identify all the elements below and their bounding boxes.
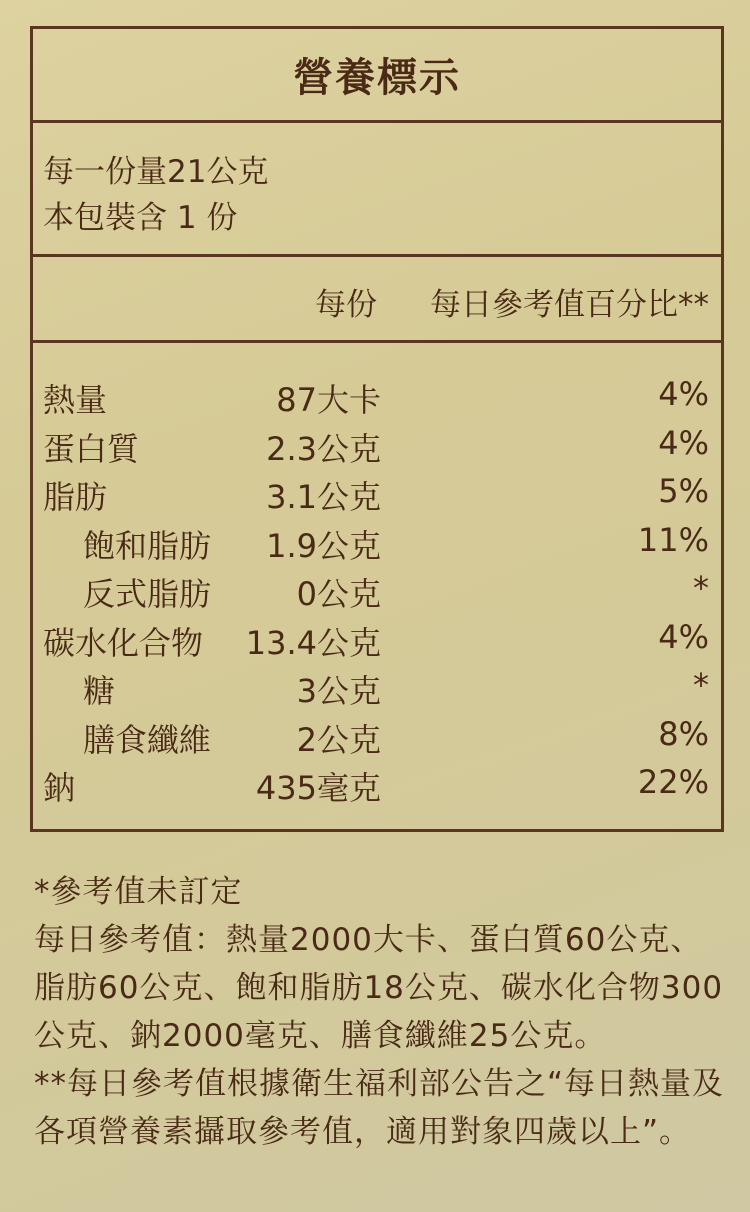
nutrient-name: 熱量: [43, 381, 108, 419]
nutrient-percent: 4%: [658, 617, 709, 656]
nutrient-percent: 8%: [658, 714, 709, 753]
nutrient-row-fat: [33, 472, 721, 521]
nutrient-name: 脂肪: [43, 478, 108, 516]
nutrient-name: 碳水化合物: [43, 623, 204, 662]
nutrient-name: 鈉: [43, 769, 76, 807]
nutrient-percent: *: [693, 666, 709, 704]
nutrient-percent: 11%: [637, 520, 709, 559]
nutrient-amount: 87大卡: [276, 381, 381, 419]
serving-size: 每一份量21公克: [43, 154, 269, 190]
nutrient-amount: 3公克: [296, 672, 381, 710]
nutrient-row-sodium: [33, 763, 721, 812]
nutrient-percent: 4%: [658, 375, 709, 413]
nutrient-row-saturated-fat: [33, 521, 721, 570]
serving-info: [33, 123, 721, 257]
nutrient-row-carbohydrate: [33, 618, 721, 667]
nutrient-amount: 2.3公克: [266, 429, 381, 468]
nutrient-row-dietary-fiber: [33, 715, 721, 764]
footnote-undetermined: *參考值未訂定: [34, 874, 243, 910]
nutrient-amount: 0公克: [296, 575, 381, 613]
nutrition-label: [30, 26, 724, 832]
daily-value-header: 每日參考值百分比**: [430, 287, 709, 323]
nutrient-name: 蛋白質: [43, 429, 140, 468]
nutrient-amount: 1.9公克: [266, 526, 381, 565]
nutrient-percent: *: [693, 569, 709, 607]
nutrient-list: [33, 375, 721, 812]
label-title: 營養標示: [33, 29, 721, 123]
nutrient-name: 糖: [83, 672, 116, 710]
footnote-daily-reference: 每日參考值：熱量2000大卡、蛋白質60公克、脂肪60公克、飽和脂肪18公克、碳水化合物300公克、鈉2000毫克、膳食纖維25公克。: [34, 922, 724, 1054]
column-header: [33, 257, 721, 343]
nutrient-name: 反式脂肪: [83, 575, 212, 613]
nutrient-percent: 4%: [658, 423, 709, 462]
nutrient-amount: 13.4公克: [245, 623, 381, 662]
servings-per-package: 本包裝含 1 份: [43, 200, 238, 236]
per-serving-header: 每份: [315, 287, 377, 323]
nutrient-row-protein: [33, 424, 721, 473]
nutrient-percent: 22%: [637, 763, 709, 801]
nutrient-amount: 3.1公克: [266, 478, 381, 516]
nutrient-row-sugar: [33, 666, 721, 715]
nutrient-row-trans-fat: [33, 569, 721, 618]
footnote-source: **每日參考值根據衛生福利部公告之“每日熱量及各項營養素攝取參考值，適用對象四歲以上”。: [34, 1066, 725, 1150]
nutrient-name: 膳食纖維: [83, 720, 212, 759]
nutrient-percent: 5%: [658, 472, 709, 510]
footnotes: [34, 868, 734, 1156]
nutrient-row-energy: [33, 375, 721, 424]
nutrient-name: 飽和脂肪: [83, 526, 212, 565]
nutrient-amount: 2公克: [296, 720, 381, 759]
nutrient-amount: 435毫克: [255, 769, 381, 807]
